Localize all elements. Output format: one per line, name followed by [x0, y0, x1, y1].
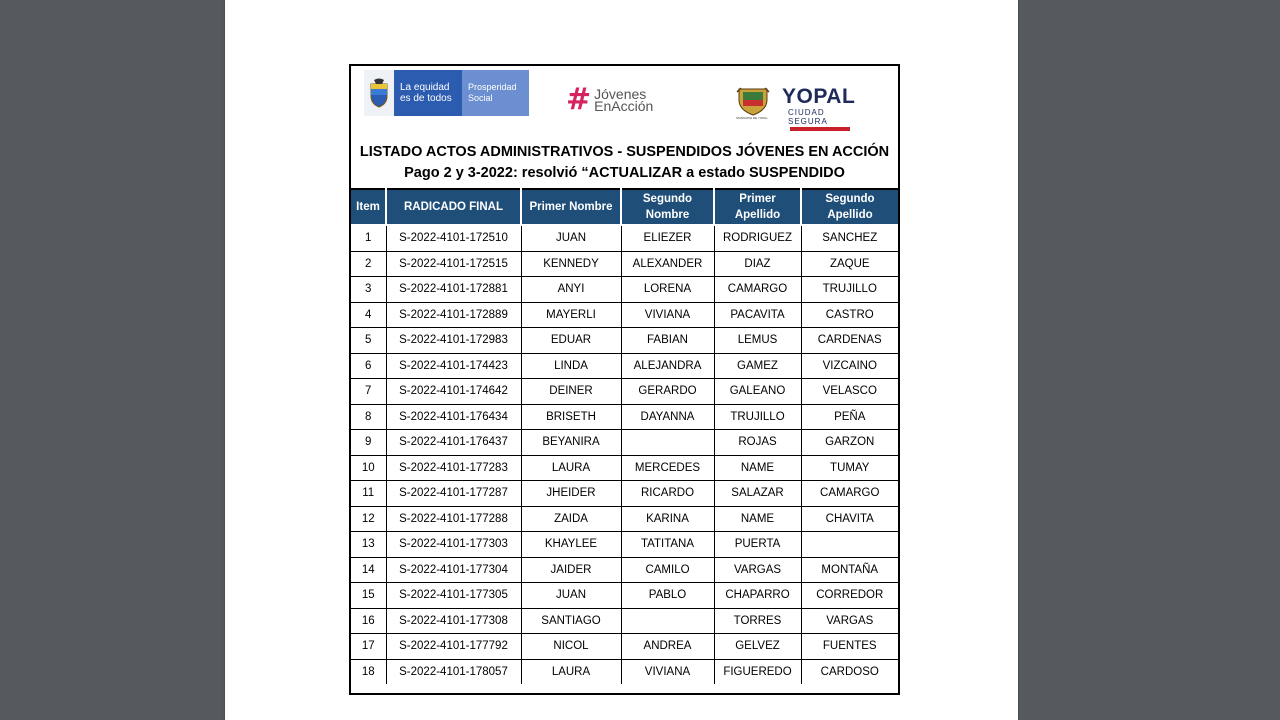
cell-radicado: S-2022-4101-172510: [386, 225, 521, 251]
cell-item: 10: [351, 455, 386, 481]
cell-segundo-nombre: VIVIANA: [621, 302, 714, 328]
cell-segundo-apellido: CASTRO: [801, 302, 898, 328]
cell-primer-nombre: EDUAR: [521, 328, 621, 354]
cell-segundo-nombre: ALEXANDER: [621, 251, 714, 277]
cell-primer-apellido: CAMARGO: [714, 277, 801, 303]
jea-line2: EnAcción: [594, 98, 654, 114]
cell-primer-nombre: JUAN: [521, 583, 621, 609]
cell-segundo-apellido: TRUJILLO: [801, 277, 898, 303]
cell-item: 13: [351, 532, 386, 558]
cell-radicado: S-2022-4101-177283: [386, 455, 521, 481]
cell-segundo-nombre: [621, 430, 714, 456]
cell-segundo-nombre: MERCEDES: [621, 455, 714, 481]
cell-primer-nombre: ANYI: [521, 277, 621, 303]
cell-radicado: S-2022-4101-176434: [386, 404, 521, 430]
document-frame: [349, 64, 900, 695]
header-primer-apellido: [714, 189, 801, 225]
cell-radicado: S-2022-4101-174423: [386, 353, 521, 379]
cell-radicado: S-2022-4101-177308: [386, 608, 521, 634]
cell-primer-apellido: ROJAS: [714, 430, 801, 456]
header-item: Item: [351, 189, 386, 225]
cell-primer-apellido: GALEANO: [714, 379, 801, 405]
cell-segundo-apellido: PEÑA: [801, 404, 898, 430]
cell-primer-nombre: ZAIDA: [521, 506, 621, 532]
table-row: [351, 608, 898, 634]
header-segundo-apellido-line1: Segundo: [825, 193, 875, 205]
cell-radicado: S-2022-4101-177305: [386, 583, 521, 609]
cell-primer-apellido: LEMUS: [714, 328, 801, 354]
cell-item: 8: [351, 404, 386, 430]
table-row: [351, 430, 898, 456]
cell-segundo-apellido: [801, 532, 898, 558]
cell-radicado: S-2022-4101-172881: [386, 277, 521, 303]
cell-radicado: S-2022-4101-177304: [386, 557, 521, 583]
header-segundo-nombre-line2: Nombre: [645, 209, 690, 221]
cell-item: 18: [351, 659, 386, 684]
cell-primer-nombre: KHAYLEE: [521, 532, 621, 558]
cell-primer-apellido: VARGAS: [714, 557, 801, 583]
suspended-list-table: [351, 188, 898, 684]
table-row: [351, 455, 898, 481]
cell-primer-nombre: LAURA: [521, 455, 621, 481]
cell-segundo-nombre: VIVIANA: [621, 659, 714, 684]
cell-item: 12: [351, 506, 386, 532]
cell-primer-nombre: SANTIAGO: [521, 608, 621, 634]
cell-item: 9: [351, 430, 386, 456]
gobierno-logo: [364, 70, 529, 116]
cell-segundo-nombre: ELIEZER: [621, 225, 714, 251]
table-row: [351, 532, 898, 558]
cell-item: 16: [351, 608, 386, 634]
cell-primer-apellido: SALAZAR: [714, 481, 801, 507]
table-body: [351, 225, 898, 684]
cell-radicado: S-2022-4101-176437: [386, 430, 521, 456]
yopal-name: YOPAL: [782, 85, 856, 108]
cell-primer-apellido: TORRES: [714, 608, 801, 634]
header-segundo-apellido-line2: Apellido: [827, 209, 873, 221]
cell-primer-nombre: JAIDER: [521, 557, 621, 583]
cell-segundo-apellido: CHAVITA: [801, 506, 898, 532]
cell-radicado: S-2022-4101-177288: [386, 506, 521, 532]
cell-primer-nombre: JUAN: [521, 225, 621, 251]
table-row: [351, 404, 898, 430]
cell-item: 15: [351, 583, 386, 609]
table-row: [351, 583, 898, 609]
cell-primer-nombre: JHEIDER: [521, 481, 621, 507]
cell-segundo-apellido: CORREDOR: [801, 583, 898, 609]
cell-segundo-nombre: GERARDO: [621, 379, 714, 405]
cell-primer-apellido: CHAPARRO: [714, 583, 801, 609]
cell-segundo-apellido: CARDOSO: [801, 659, 898, 684]
cell-primer-nombre: LAURA: [521, 659, 621, 684]
cell-radicado: S-2022-4101-177792: [386, 634, 521, 660]
cell-primer-nombre: KENNEDY: [521, 251, 621, 277]
title-line2: Pago 2 y 3-2022: resolvió “ACTUALIZAR a estado SUSPENDIDO: [404, 165, 845, 181]
cell-item: 7: [351, 379, 386, 405]
cell-segundo-nombre: ANDREA: [621, 634, 714, 660]
cell-radicado: S-2022-4101-172983: [386, 328, 521, 354]
cell-primer-apellido: DIAZ: [714, 251, 801, 277]
cell-radicado: S-2022-4101-178057: [386, 659, 521, 684]
cell-item: 1: [351, 225, 386, 251]
cell-item: 4: [351, 302, 386, 328]
cell-segundo-nombre: DAYANNA: [621, 404, 714, 430]
table-row: [351, 353, 898, 379]
cell-item: 6: [351, 353, 386, 379]
cell-primer-nombre: LINDA: [521, 353, 621, 379]
yopal-red-bar: [790, 127, 850, 131]
header-primer-nombre: Primer Nombre: [521, 189, 621, 225]
municipio-caption: MUNICIPIO DE YOPAL: [736, 116, 768, 120]
cell-radicado: S-2022-4101-172515: [386, 251, 521, 277]
cell-segundo-nombre: CAMILO: [621, 557, 714, 583]
gobierno-slogan-line2: es de todos: [400, 93, 452, 104]
gobierno-slogan-line1: La equidad: [400, 82, 450, 93]
cell-segundo-apellido: GARZON: [801, 430, 898, 456]
cell-segundo-nombre: TATITANA: [621, 532, 714, 558]
cell-primer-apellido: NAME: [714, 455, 801, 481]
table-row: [351, 251, 898, 277]
cell-segundo-apellido: VIZCAINO: [801, 353, 898, 379]
cell-item: 14: [351, 557, 386, 583]
table-row: [351, 634, 898, 660]
cell-segundo-nombre: [621, 608, 714, 634]
cell-primer-apellido: GELVEZ: [714, 634, 801, 660]
yopal-logo: [782, 85, 862, 126]
header-primer-apellido-line1: Primer: [739, 193, 776, 205]
jea-line1: Jóvenes: [594, 86, 647, 102]
cell-item: 5: [351, 328, 386, 354]
table-row: [351, 481, 898, 507]
prosperidad-line1: Prosperidad: [468, 82, 517, 92]
document-page: [225, 0, 1018, 720]
cell-primer-apellido: FIGUEREDO: [714, 659, 801, 684]
cell-segundo-nombre: FABIAN: [621, 328, 714, 354]
cell-segundo-apellido: VARGAS: [801, 608, 898, 634]
header-segundo-apellido: [801, 189, 898, 225]
cell-primer-apellido: PUERTA: [714, 532, 801, 558]
cell-radicado: S-2022-4101-172889: [386, 302, 521, 328]
cell-segundo-nombre: RICARDO: [621, 481, 714, 507]
table-row: [351, 302, 898, 328]
cell-segundo-apellido: SANCHEZ: [801, 225, 898, 251]
header-segundo-nombre-line1: Segundo: [642, 193, 693, 205]
document-title: [351, 142, 898, 184]
cell-primer-apellido: NAME: [714, 506, 801, 532]
cell-primer-apellido: TRUJILLO: [714, 404, 801, 430]
table-header-row: [351, 189, 898, 225]
jovenes-en-accion-logo: [566, 84, 686, 116]
cell-segundo-apellido: ZAQUE: [801, 251, 898, 277]
header-primer-apellido-line2: Apellido: [734, 209, 781, 221]
cell-radicado: S-2022-4101-177303: [386, 532, 521, 558]
table-row: [351, 379, 898, 405]
cell-segundo-nombre: ALEJANDRA: [621, 353, 714, 379]
table-row: [351, 557, 898, 583]
cell-item: 17: [351, 634, 386, 660]
title-line1: LISTADO ACTOS ADMINISTRATIVOS - SUSPENDIDOS JÓVENES EN ACCIÓN: [359, 144, 890, 160]
cell-primer-apellido: PACAVITA: [714, 302, 801, 328]
cell-radicado: S-2022-4101-177287: [386, 481, 521, 507]
colombia-shield-icon: [364, 70, 394, 116]
cell-segundo-nombre: KARINA: [621, 506, 714, 532]
cell-segundo-apellido: TUMAY: [801, 455, 898, 481]
cell-segundo-apellido: VELASCO: [801, 379, 898, 405]
cell-segundo-nombre: LORENA: [621, 277, 714, 303]
cell-primer-nombre: DEINER: [521, 379, 621, 405]
cell-primer-apellido: GAMEZ: [714, 353, 801, 379]
cell-primer-apellido: RODRIGUEZ: [714, 225, 801, 251]
cell-segundo-apellido: CAMARGO: [801, 481, 898, 507]
header-segundo-nombre: [621, 189, 714, 225]
prosperidad-social: [462, 70, 529, 116]
hashtag-icon: #: [566, 82, 592, 117]
cell-segundo-apellido: FUENTES: [801, 634, 898, 660]
cell-item: 3: [351, 277, 386, 303]
cell-segundo-apellido: MONTAÑA: [801, 557, 898, 583]
table-row: [351, 225, 898, 251]
cell-segundo-nombre: PABLO: [621, 583, 714, 609]
yopal-subtitle: CIUDAD SEGURA: [788, 108, 828, 126]
table-row: [351, 277, 898, 303]
header-radicado: RADICADO FINAL: [386, 189, 521, 225]
cell-item: 2: [351, 251, 386, 277]
prosperidad-line2: Social: [468, 93, 493, 103]
table-row: [351, 659, 898, 684]
cell-primer-nombre: BRISETH: [521, 404, 621, 430]
cell-segundo-apellido: CARDENAS: [801, 328, 898, 354]
cell-radicado: S-2022-4101-174642: [386, 379, 521, 405]
table-row: [351, 328, 898, 354]
logo-header: [351, 66, 898, 130]
table-row: [351, 506, 898, 532]
gobierno-slogan: [394, 70, 462, 116]
cell-primer-nombre: NICOL: [521, 634, 621, 660]
cell-primer-nombre: BEYANIRA: [521, 430, 621, 456]
cell-primer-nombre: MAYERLI: [521, 302, 621, 328]
cell-item: 11: [351, 481, 386, 507]
